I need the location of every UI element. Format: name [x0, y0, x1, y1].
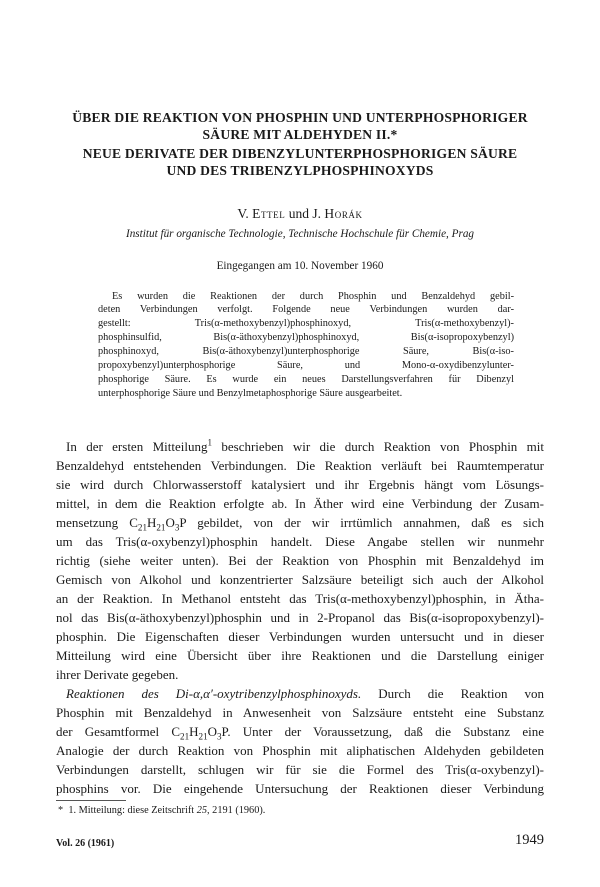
authors-joiner: und J.	[285, 206, 325, 221]
footnote-divider	[56, 800, 126, 801]
abstract-line: unterphosphorige Säure und Benzylmetaphosphorige Säure ausgearbeitet.	[98, 388, 403, 399]
body-line: mittel, in dem die Reaktion erfolgte ab. In Äther wird eine Verbindung der Zusam-	[56, 496, 544, 511]
subtitle-line-2: UND DES TRIBENZYLPHOSPHINOXYDS	[166, 163, 434, 178]
abstract-line: phosphinoxyd, Bis(α-äthoxybenzyl)unterphosphorige Säure, Bis(α-iso-	[98, 346, 514, 357]
body-line: richtig (siehe weiter unten). Bei der Reaktion von Phosphin mit Benzaldehyd im	[56, 553, 544, 568]
body-line: an der Reaktion. In Methanol entsteht das Tris(α-methoxybenzyl)phosphin, in Ätha-	[56, 591, 544, 606]
abstract-line: gestellt: Tris(α-methoxybenzyl)phosphinoxyd, Tris(α-methoxybenzyl)-	[98, 318, 514, 329]
footnote-marker: *	[58, 805, 64, 816]
author2-name: Horák	[324, 206, 363, 221]
journal-volume: Vol. 26 (1961)	[56, 838, 115, 849]
body-line: Verbindungen darstellt, schlugen wir für sie die Formel des Tris(α-oxybenzyl)-	[56, 762, 544, 777]
body-line: ihrer Derivate gegeben.	[56, 667, 179, 682]
page-number: 1949	[515, 832, 544, 848]
body-line: Gemisch von Alkohol und konzentrierter Salzsäure beteiligt sich auch der Alkohol	[56, 572, 544, 587]
body-line: um das Tris(α-oxybenzyl)phosphin handelt. Diese Angabe stellen wir nunmehr	[56, 534, 544, 549]
body-line: In der ersten Mitteilung$^1$ beschrieben wir die durch Reaktion von Phosphin mit	[66, 437, 545, 454]
footnote-ref: 1	[207, 437, 213, 448]
body-line: phosphins vor. Die eingehende Untersuchung der Reaktionen dieser Verbindung	[56, 781, 544, 796]
title-line-2: SÄURE MIT ALDEHYDEN II.*	[202, 127, 398, 142]
body-line: der Gesamtformel $C_{21}H_{21}O_3P$. Unter der Voraussetzung, daß die Substanz eine	[56, 724, 544, 742]
body-line: sie wird durch Chlorwasserstoff katalysiert und ihr Ergebnis hängt vom Lösungs-	[56, 477, 544, 492]
body-line: phosphin. Die Eigenschaften dieser Verbindungen wurden untersucht und in dieser	[56, 629, 544, 644]
body-line: Benzaldehyd entstehenden Verbindungen. Die Reaktion verläuft bei Raumtemperatur	[56, 458, 544, 473]
body-line: mensetzung $C_{21}H_{21}O_3P$ gebildet, von der wir irrtümlich annahmen, daß es sich	[56, 515, 544, 533]
authors	[40, 206, 560, 222]
body-line: Mitteilung wird eine Übersicht über ihre Reaktionen und die Darstellung einiger	[56, 648, 544, 663]
body-line: Analogie der durch Reaktion von Phosphin mit aliphatischen Aldehyden gebildeten	[56, 743, 544, 758]
subtitle-line-1: NEUE DERIVATE DER DIBENZYLUNTERPHOSPHORIGEN SÄURE	[82, 146, 518, 161]
section-heading: Reaktionen des Di-α,α′-oxytribenzylphosphinoxyds.	[66, 686, 362, 701]
body-line: Reaktionen des Di-α,α′-oxytribenzylphosphinoxyds. Durch die Reaktion von	[66, 686, 544, 701]
abstract-line: deten Verbindungen verfolgt. Folgende neue Verbindungen wurden dar-	[98, 304, 514, 315]
footnote: * 1. Mitteilung: diese Zeitschrift 25, 2191 (1960).	[58, 805, 266, 816]
abstract-line: phosphorige Säure. Es wurde ein neues Darstellungsverfahren für Dibenzyl	[98, 374, 514, 385]
abstract-line: phosphinsulfid, Bis(α-äthoxybenzyl)phosphinoxyd, Bis(α-isopropoxybenzyl)	[98, 332, 514, 343]
author1-name: Ettel	[252, 206, 286, 221]
title-line-1: ÜBER DIE REAKTION VON PHOSPHIN UND UNTERPHOSPHORIGER	[72, 110, 528, 125]
author1-initial: V.	[237, 206, 253, 221]
abstract-line: propoxybenzyl)unterphosphorige Säure, und Mono-α-oxydibenzylunter-	[98, 360, 514, 371]
institute: Institut für organische Technologie, Technische Hochschule für Chemie, Prag	[125, 228, 475, 240]
received-date: Eingegangen am 10. November 1960	[216, 260, 384, 272]
abstract-line: Es wurden die Reaktionen der durch Phosphin und Benzaldehyd gebil-	[112, 291, 514, 302]
body-line: Phosphin mit Benzaldehyd in Anwesenheit von Salzsäure entsteht eine Substanz	[56, 705, 544, 720]
body-line: nol das Bis(α-äthoxybenzyl)phosphin und in 2-Propanol das Bis(α-isopropoxybenzyl)-	[56, 610, 544, 625]
